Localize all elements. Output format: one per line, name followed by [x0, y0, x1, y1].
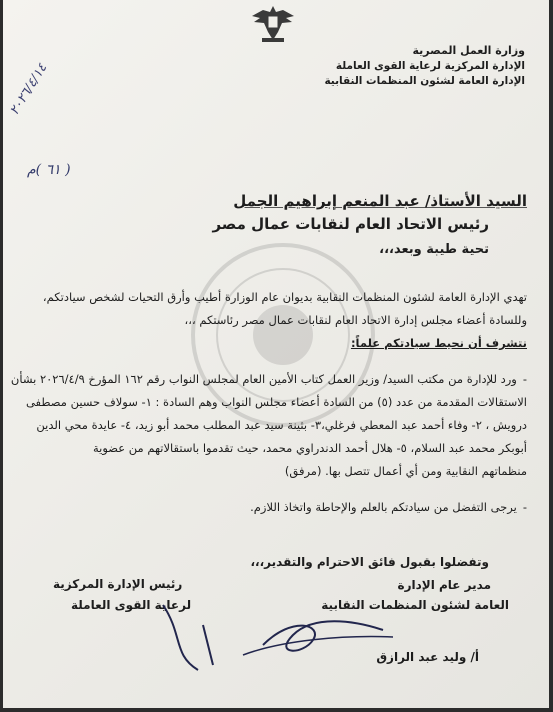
- bullet-1-line-2: الاستقالات المقدمة من عدد (٥) من السادة أعضاء مجلس النواب وهم السادة : ١- سولاف حسين مصطفى: [25, 395, 527, 409]
- bullet-1-line-5: منظماتهم النقابية ومن أي أعمال تتصل بها. (مرفق): [284, 464, 527, 478]
- intro-line-1: تهدي الإدارة العامة لشئون المنظمات النقابية بديوان عام الوزارة أطيب وأرق التحيات لشخص سيادتكم،: [42, 290, 527, 304]
- central-admin-name: الإدارة المركزية لرعاية القوى العاملة: [335, 60, 525, 72]
- intro-line-2: وللسادة أعضاء مجلس إدارة الاتحاد العام لنقابات عمال مصر رئاستكم ،،،: [184, 313, 527, 327]
- bullet-1-line-1: -ورد للإدارة من مكتب السيد/ وزير العمل كتاب الأمين العام لمجلس النواب رقم ١٦٢ المؤرخ ٢٠٢٦/٤/٩ بشأن: [10, 372, 527, 386]
- greeting: تحية طيبة وبعد،،،: [379, 242, 489, 257]
- notify-heading: نتشرف أن نحيط سيادتكم علماً:: [350, 336, 527, 350]
- signature-right-title-2: العامة لشئون المنظمات النقابية: [321, 598, 509, 612]
- handwritten-reference: ( ٦١ )م: [27, 162, 71, 178]
- signature-right-title-1: مدير عام الإدارة: [397, 578, 491, 592]
- signature-left-title-2: لرعاية القوى العاملة: [71, 598, 192, 612]
- handwritten-date: ٢٠٢٦/٤/١٤: [7, 61, 51, 118]
- ministry-name: وزارة العمل المصرية: [412, 44, 525, 57]
- sign-off: وتفضلوا بقبول فائق الاحترام والتقدير،،،: [250, 555, 489, 569]
- general-admin-name: الإدارة العامة لشئون المنظمات النقابية: [324, 75, 525, 87]
- addressee-name: السيد الأستاذ/ عبد المنعم إبراهيم الجمل: [233, 192, 527, 210]
- signature-left-title-1: رئيس الإدارة المركزية: [53, 577, 183, 591]
- handwritten-signature: [143, 585, 403, 680]
- document-page: [3, 0, 549, 708]
- bullet-2: -يرجى التفضل من سيادتكم بالعلم والإحاطة واتخاذ اللازم.: [250, 500, 527, 514]
- addressee-title: رئيس الاتحاد العام لنقابات عمال مصر: [212, 215, 489, 233]
- signature-right-name: أ/ وليد عبد الرازق: [376, 650, 479, 664]
- bullet-1-line-3: درويش ، ٢- وفاء أحمد عبد المعطي فرغلي،٣- بثينة سيد عبد المطلب محمد أبو زيد، ٤- عايدة محي الدين: [36, 418, 527, 432]
- eagle-emblem-icon: [248, 2, 298, 44]
- bullet-1-line-4: أبوبكر محمد عبد السلام، ٥- هلال أحمد الدندراوي محمد، حيث تقدموا باستقالاتهم من عضوية: [92, 441, 527, 455]
